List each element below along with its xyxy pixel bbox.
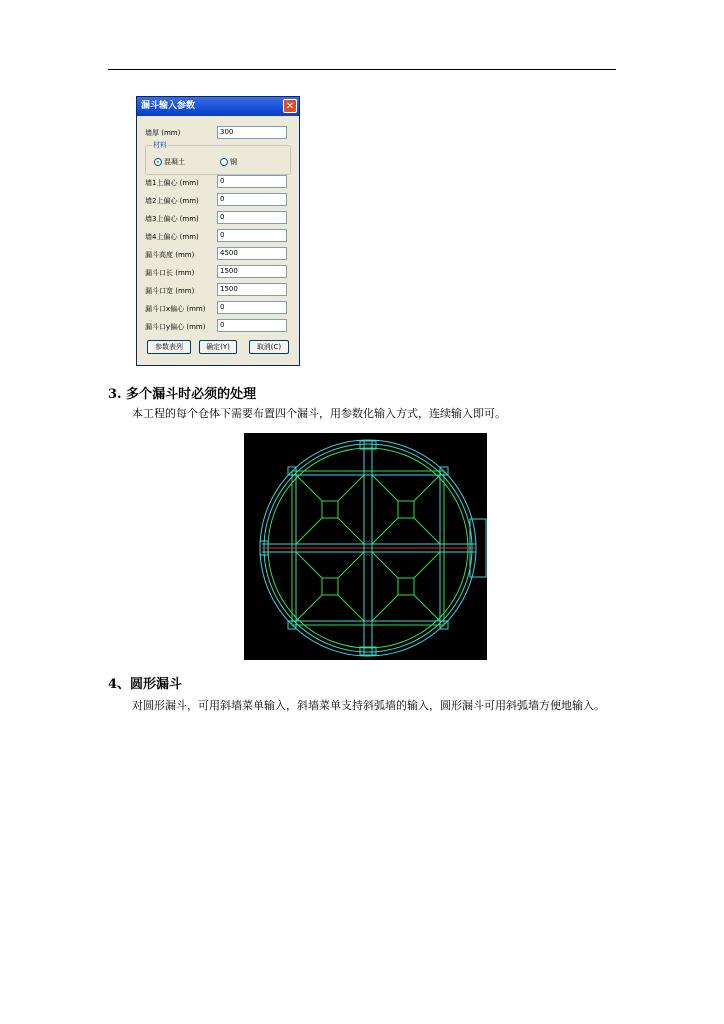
field-label: 墙4上偏心 (mm) [145,233,199,241]
funnel-edge [372,595,398,621]
cad-plan-drawing [244,433,487,660]
field-label: 墙2上偏心 (mm) [145,197,199,205]
wall2-offset-input[interactable]: 0 [217,193,287,206]
radio-selected-icon [154,158,162,166]
ok-button[interactable]: 确定(Y) [199,340,237,354]
funnel-edge [338,595,364,621]
dialog-title-bar [137,97,299,116]
page-header-rule [108,69,616,70]
field-label: 墙3上偏心 (mm) [145,215,199,223]
funnel-edge [414,552,440,578]
cad-funnel-plan [244,433,487,660]
field-label: 墙1上偏心 (mm) [145,179,199,187]
funnel-edge [338,475,364,501]
funnel-mouth [398,578,414,595]
funnel-height-input[interactable]: 4500 [217,247,287,260]
radio-concrete-label: 混凝土 [164,158,185,166]
section-4-paragraph: 对圆形漏斗，可用斜墙菜单输入，斜墙菜单支持斜弧墙的输入，圆形漏斗可用斜弧墙方便地输入。 [132,699,605,712]
material-group [145,141,291,175]
section-3-heading: 3. 多个漏斗时必须的处理 [108,387,257,402]
params-list-button[interactable]: 参数表列 [147,340,191,354]
section-3-paragraph: 本工程的每个仓体下需要布置四个漏斗，用参数化输入方式，连续输入即可。 [132,407,506,420]
funnel-edge [372,552,398,578]
funnel-edge [338,552,364,578]
field-label: 漏斗口宽 (mm) [145,287,195,295]
funnel-edge [296,552,322,578]
funnel-mouth-length-input[interactable]: 1500 [217,265,287,278]
funnel-edge [414,475,440,501]
funnel-edge [296,475,322,501]
funnel-params-dialog [136,96,300,366]
funnel-mouth-width-input[interactable]: 1500 [217,283,287,296]
funnel-mouth [398,501,414,518]
wall1-offset-input[interactable]: 0 [217,175,287,188]
funnel-edge [414,595,440,621]
section-4-heading: 4、圆形漏斗 [108,677,183,692]
field-label: 漏斗高度 (mm) [145,251,195,259]
wall3-offset-input[interactable]: 0 [217,211,287,224]
funnel-edge [338,518,364,544]
funnel-mouth [322,501,338,518]
wall4-offset-input[interactable]: 0 [217,229,287,242]
material-legend: 材料 [153,141,167,149]
field-label: 漏斗口y偏心 (mm) [145,323,206,331]
radio-steel[interactable] [220,157,237,167]
field-label: 漏斗口长 (mm) [145,269,195,277]
wall-thickness-input[interactable]: 300 [217,126,287,139]
wall-thickness-label: 墙厚 (mm) [145,129,181,137]
funnel-edge [414,518,440,544]
funnel-mouth [322,578,338,595]
funnel-edge [296,518,322,544]
funnel-edge [372,518,398,544]
funnel-edge [296,595,322,621]
close-icon[interactable]: ✕ [283,99,297,113]
dialog-title: 漏斗输入参数 [141,101,196,111]
radio-concrete[interactable] [154,157,185,167]
field-label: 漏斗口x偏心 (mm) [145,305,206,313]
mouth-y-offset-input[interactable]: 0 [217,319,287,332]
radio-unselected-icon [220,158,228,166]
radio-steel-label: 钢 [230,158,237,166]
funnel-edge [372,475,398,501]
mouth-x-offset-input[interactable]: 0 [217,301,287,314]
cancel-button[interactable]: 取消(C) [249,340,289,354]
